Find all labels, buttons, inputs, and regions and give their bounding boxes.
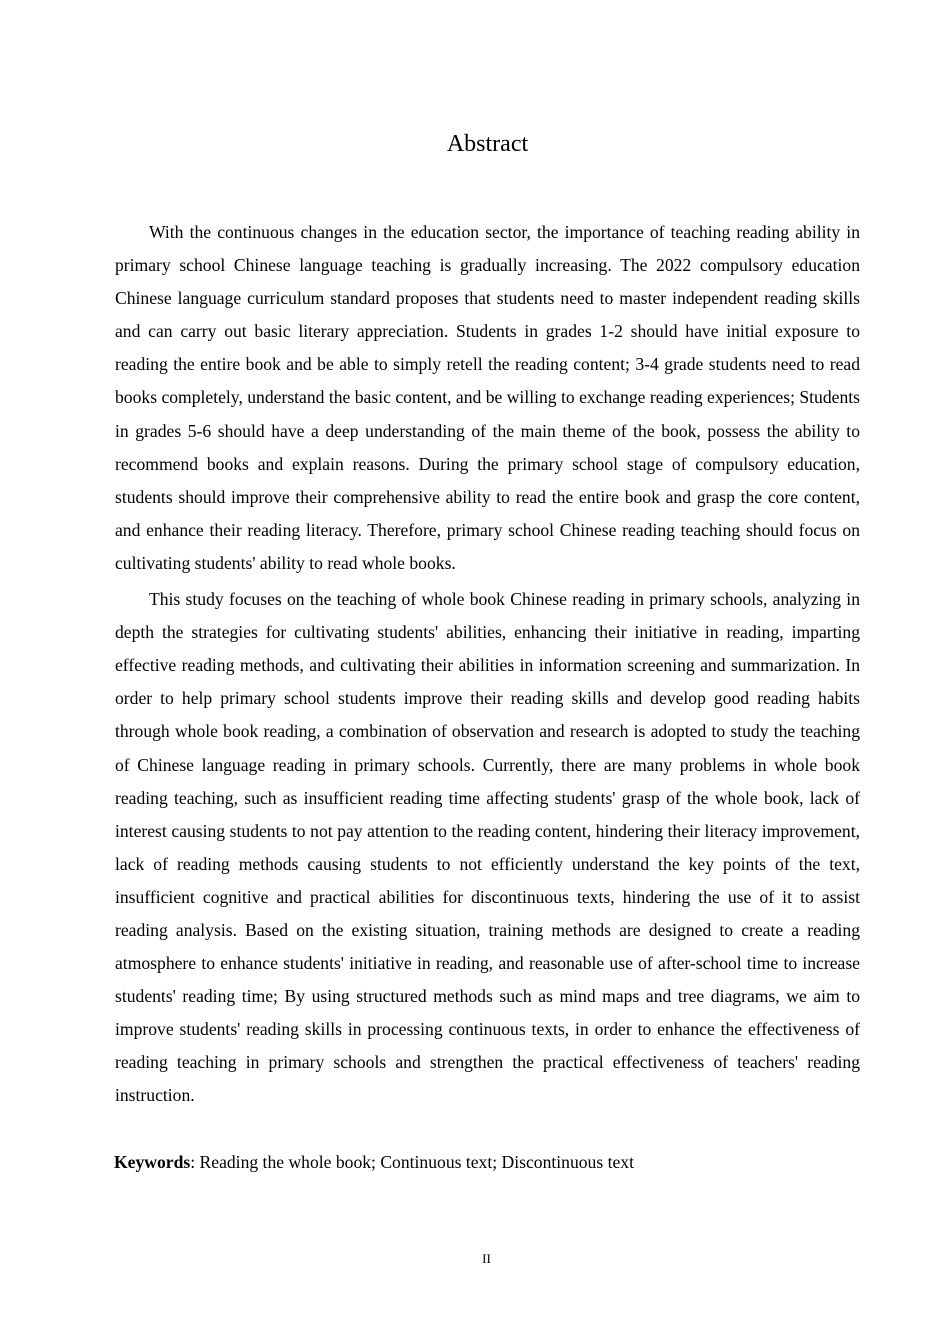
abstract-paragraph-2: This study focuses on the teaching of whole book Chinese reading in primary schools, analyzing in depth the strategies for cultivating students' abilities, enhancing their initiative in reading, imparting effective reading methods, and cultivating their abilities in information screening and summarization. In order to help primary school students improve their reading skills and develop good reading habits through whole book reading, a combination of observation and research is adopted to study the teaching of Chinese language reading in primary schools. Currently, there are many problems in whole book reading teaching, such as insufficient reading time affecting students' grasp of the whole book, lack of interest causing students to not pay attention to the reading content, hindering their literacy improvement, lack of reading methods causing students to not efficiently understand the key points of the text, insufficient cognitive and practical abilities for discontinuous texts, hindering the use of it to assist reading analysis. Based on the existing situation, training methods are designed to create a reading atmosphere to enhance students' initiative in reading, and reasonable use of after-school time to increase students' reading time; By using structured methods such as mind maps and tree diagrams, we aim to improve students' reading skills in processing continuous texts, in order to enhance the effectiveness of reading teaching in primary schools and strengthen the practical effectiveness of teachers' reading instruction. [115, 589, 860, 1106]
keywords-separator: : [190, 1152, 200, 1172]
keywords-label: Keywords [114, 1152, 191, 1172]
keywords-text: Reading the whole book; Continuous text; Discontinuous text [199, 1152, 634, 1172]
page-number: II [482, 1251, 491, 1266]
abstract-body [115, 216, 860, 1113]
keywords-line [114, 1148, 634, 1176]
abstract-paragraph-1: With the continuous changes in the education sector, the importance of teaching reading ability in primary school Chinese language teaching is gradually increasing. The 2022 compulsory education Chinese language curriculum standard proposes that students need to master independent reading skills and can carry out basic literary appreciation. Students in grades 1-2 should have initial exposure to reading the entire book and be able to simply retell the reading content; 3-4 grade students need to read books completely, understand the basic content, and be willing to exchange reading experiences; Students in grades 5-6 should have a deep understanding of the main theme of the book, possess the ability to recommend books and explain reasons. During the primary school stage of compulsory education, students should improve their comprehensive ability to read the entire book and grasp the core content, and enhance their reading literacy. Therefore, primary school Chinese reading teaching should focus on cultivating students' ability to read whole books. [115, 222, 860, 573]
abstract-title: Abstract [446, 131, 529, 157]
